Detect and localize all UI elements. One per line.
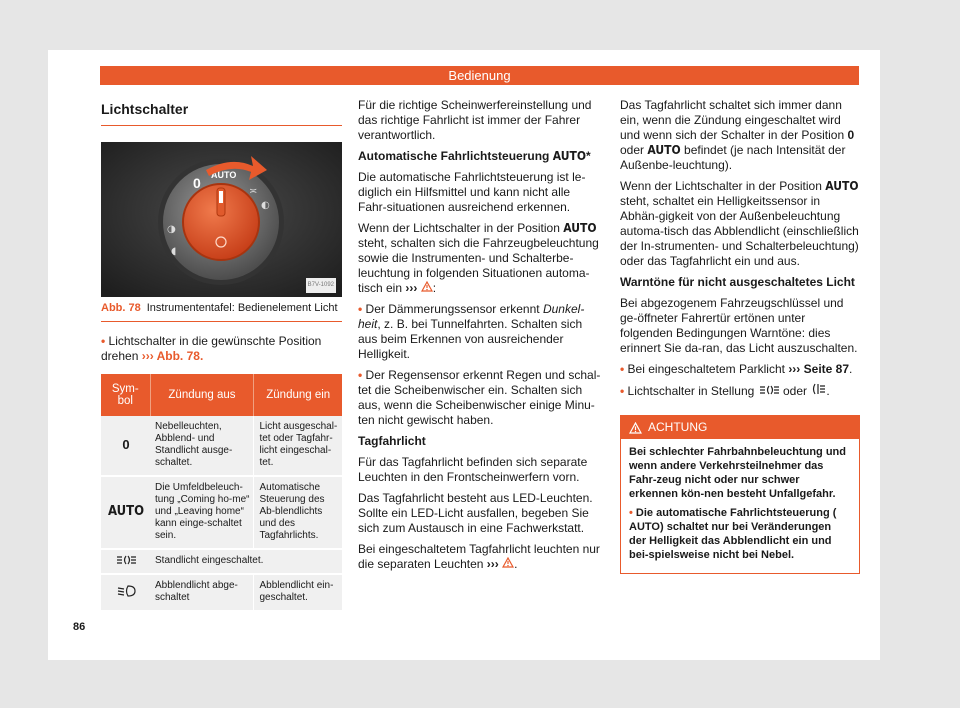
low-beam-icon bbox=[116, 585, 136, 597]
text: Bei eingeschaltetem Tagfahrlicht leuchten nur die separaten Leuchten bbox=[358, 542, 600, 571]
auto-symbol: AUTO bbox=[563, 221, 597, 235]
auto-heading-text: Automatische Fahrlichtsteuerung bbox=[358, 149, 550, 163]
text: Die automatische Fahrlichtsteuerung bbox=[635, 507, 830, 519]
side-light-icon bbox=[758, 385, 780, 395]
text: Der Regensensor erkennt Regen und schal-tet die Scheibenwischer ein. Schalten sich aus, wenn die Scheibenwischer einige Minu-ten nicht gewischt haben. bbox=[358, 368, 601, 427]
auto-symbol: AUTO bbox=[647, 143, 681, 157]
page-header: Bedienung bbox=[100, 66, 859, 85]
paragraph: Für das Tagfahrlicht befinden sich separate Leuchten in den Frontscheinwerfern vorn. bbox=[358, 455, 588, 484]
bullet-icon: • bbox=[629, 507, 633, 519]
svg-text:◖: ◖ bbox=[171, 246, 177, 257]
paragraph: Das Tagfahrlicht besteht aus LED-Leuchten. Sollte ein LED-Licht ausfallen, begeben Sie sich zum Austausch in eine Fachwerkstatt. bbox=[358, 491, 593, 535]
column-middle bbox=[358, 98, 601, 578]
text: schaltet nur bei Veränderungen der Helligkeit das Abblendlicht ein und bei-spielsweise nicht bei Nebel. bbox=[629, 521, 832, 561]
paragraph: Bei abgezogenem Fahrzeugschlüssel und ge-öffneter Fahrertür ertönen unter folgenden Bedingungen Warntöne: dies erinnert Sie da-ran, das Licht auszuschalten. bbox=[620, 296, 858, 355]
text: Wenn der Lichtschalter in der Position bbox=[620, 179, 822, 193]
text: Das Tagfahrlicht schaltet sich immer dann ein, wenn die Zündung eingeschaltet wird und wenn sich der Schalter in der Position bbox=[620, 98, 845, 142]
caption-text: Instrumententafel: Bedienelement Licht bbox=[146, 302, 338, 314]
table-header: Sym-bol bbox=[101, 374, 150, 416]
text: . bbox=[514, 557, 518, 571]
knob-label-0: 0 bbox=[193, 175, 201, 191]
warning-triangle-icon bbox=[421, 281, 433, 292]
list-item bbox=[358, 368, 601, 428]
text: Lichtschalter in Stellung bbox=[627, 384, 755, 398]
emphasis: Dunkel-heit bbox=[358, 302, 585, 331]
paragraph bbox=[620, 179, 860, 269]
paragraph bbox=[358, 542, 601, 572]
text: Wenn der Lichtschalter in der Position bbox=[358, 221, 560, 235]
warning-triangle-icon bbox=[629, 422, 642, 434]
table-row bbox=[101, 574, 342, 611]
section-title: Lichtschalter bbox=[101, 96, 342, 126]
list-item bbox=[629, 506, 851, 562]
light-switch-illustration bbox=[101, 142, 342, 297]
list-item bbox=[358, 302, 601, 362]
daytime-heading: Tagfahrlicht bbox=[358, 434, 426, 448]
text: Bei eingeschaltetem Parklicht bbox=[627, 362, 785, 376]
bullet-icon: • bbox=[358, 302, 363, 316]
table-cell: Abblendlicht ein-geschaltet. bbox=[254, 574, 342, 611]
text: steht, schaltet ein Helligkeitssensor in Abhän-gigkeit von der Außenbeleuchtung automa-tisch das Abblendlicht (einschließlich der In-strumenten- und Schalterbeleuchtung) oder das Tagfahrlicht ein und aus. bbox=[620, 194, 859, 268]
paragraph: Bei schlechter Fahrbahnbeleuchtung und wenn andere Verkehrsteilnehmer das Fahr-zeug nicht oder nur schwer erkennen kön-nen besteht Unfallgefahr. bbox=[629, 446, 846, 500]
svg-text:◐: ◐ bbox=[261, 200, 270, 211]
table-cell: Abblendlicht abge-schaltet bbox=[150, 574, 254, 611]
list-item bbox=[620, 362, 860, 377]
caption-label: Abb. 78 bbox=[101, 302, 141, 314]
text: oder bbox=[620, 143, 645, 157]
auto-heading bbox=[358, 149, 601, 164]
zero-symbol: 0 bbox=[847, 128, 855, 142]
bullet-icon: • bbox=[620, 384, 625, 398]
warning-box bbox=[620, 415, 860, 574]
page-link[interactable]: ››› Seite 87 bbox=[788, 362, 849, 376]
text: . bbox=[849, 362, 853, 376]
table-cell: Licht ausgeschal-tet oder Tagfahr-licht eingeschal-tet. bbox=[254, 416, 342, 476]
figure-caption bbox=[101, 297, 342, 322]
parking-light-icon bbox=[810, 383, 826, 395]
text: . bbox=[826, 384, 830, 398]
text: oder bbox=[782, 384, 808, 398]
text: Der Dämmerungssensor erkennt bbox=[365, 302, 540, 316]
text: , z. B. bei Tunnelfahrten. Schalten sich aus beim Erkennen von ausreichender Helligkeit. bbox=[358, 317, 583, 361]
bullet-icon: • bbox=[101, 334, 106, 348]
symbol-auto: AUTO bbox=[101, 476, 150, 549]
page-number: 86 bbox=[73, 621, 86, 633]
warning-tones-heading: Warntöne für nicht ausgeschaltetes Licht bbox=[620, 275, 855, 289]
figure-link[interactable]: ››› Abb. 78. bbox=[141, 349, 204, 363]
table-header: Zündung aus bbox=[150, 374, 254, 416]
instruction-text: Lichtschalter in die gewünschte Position drehen bbox=[101, 334, 322, 363]
table-cell: Die Umfeldbeleuch-tung „Coming ho-me“ und „Leaving home“ kann einge-schaltet sein. bbox=[150, 476, 254, 549]
symbol-zero: 0 bbox=[101, 416, 150, 476]
column-left bbox=[101, 96, 342, 612]
auto-symbol: AUTO bbox=[552, 149, 587, 163]
warning-box-title: ACHTUNG bbox=[648, 420, 708, 434]
warning-box-body bbox=[621, 439, 859, 573]
figure-code: B7V-1092 bbox=[306, 278, 336, 293]
table-header: Zündung ein bbox=[254, 374, 342, 416]
warning-link[interactable]: ››› bbox=[405, 281, 418, 295]
intro-paragraph: Für die richtige Scheinwerfereinstellung und das richtige Fahrlicht ist immer der Fahrer verantwortlich. bbox=[358, 98, 592, 142]
low-beam-icon-cell bbox=[101, 574, 150, 611]
warning-box-header bbox=[621, 416, 859, 439]
table-cell: Nebelleuchten, Abblend- und Standlicht ausge-schaltet. bbox=[150, 416, 254, 476]
bullet-icon: • bbox=[358, 368, 363, 382]
text: steht, schalten sich die Fahrzeugbeleuchtung sowie die Instrumenten- und Schalterbe-leuchtung in folgenden Situationen automa-tisch ein bbox=[358, 236, 599, 295]
paragraph bbox=[358, 221, 601, 296]
symbol-table bbox=[101, 374, 342, 612]
paragraph bbox=[620, 98, 860, 173]
svg-text:≍: ≍ bbox=[249, 186, 258, 197]
side-light-icon-cell bbox=[101, 549, 150, 574]
knob-label-auto: AUTO bbox=[211, 170, 237, 180]
side-light-icon bbox=[115, 555, 137, 565]
instruction bbox=[101, 334, 342, 364]
light-switch-figure bbox=[101, 142, 342, 297]
optional-equipment-star: * bbox=[586, 149, 591, 163]
table-cell: Standlicht eingeschaltet. bbox=[150, 549, 342, 574]
table-row bbox=[101, 549, 342, 574]
table-row bbox=[101, 476, 342, 549]
list-item bbox=[620, 383, 860, 399]
auto-symbol: AUTO bbox=[825, 179, 859, 193]
warning-triangle-icon bbox=[502, 557, 514, 568]
text: befindet (je nach Intensität der Außenbe-leuchtung). bbox=[620, 143, 846, 172]
auto-symbol: ( AUTO) bbox=[629, 507, 837, 533]
svg-text:◑: ◑ bbox=[167, 224, 176, 235]
table-row bbox=[101, 416, 342, 476]
paragraph: Die automatische Fahrlichtsteuerung ist le-diglich ein Hilfsmittel und kann nicht alle Fahr-situationen ausreichend erkennen. bbox=[358, 170, 586, 214]
warning-link[interactable]: ››› bbox=[486, 557, 499, 571]
text: : bbox=[432, 281, 437, 295]
column-right bbox=[620, 98, 860, 574]
bullet-icon: • bbox=[620, 362, 625, 376]
table-cell: Automatische Steuerung des Ab-blendlichts und des Tagfahrlichts. bbox=[254, 476, 342, 549]
